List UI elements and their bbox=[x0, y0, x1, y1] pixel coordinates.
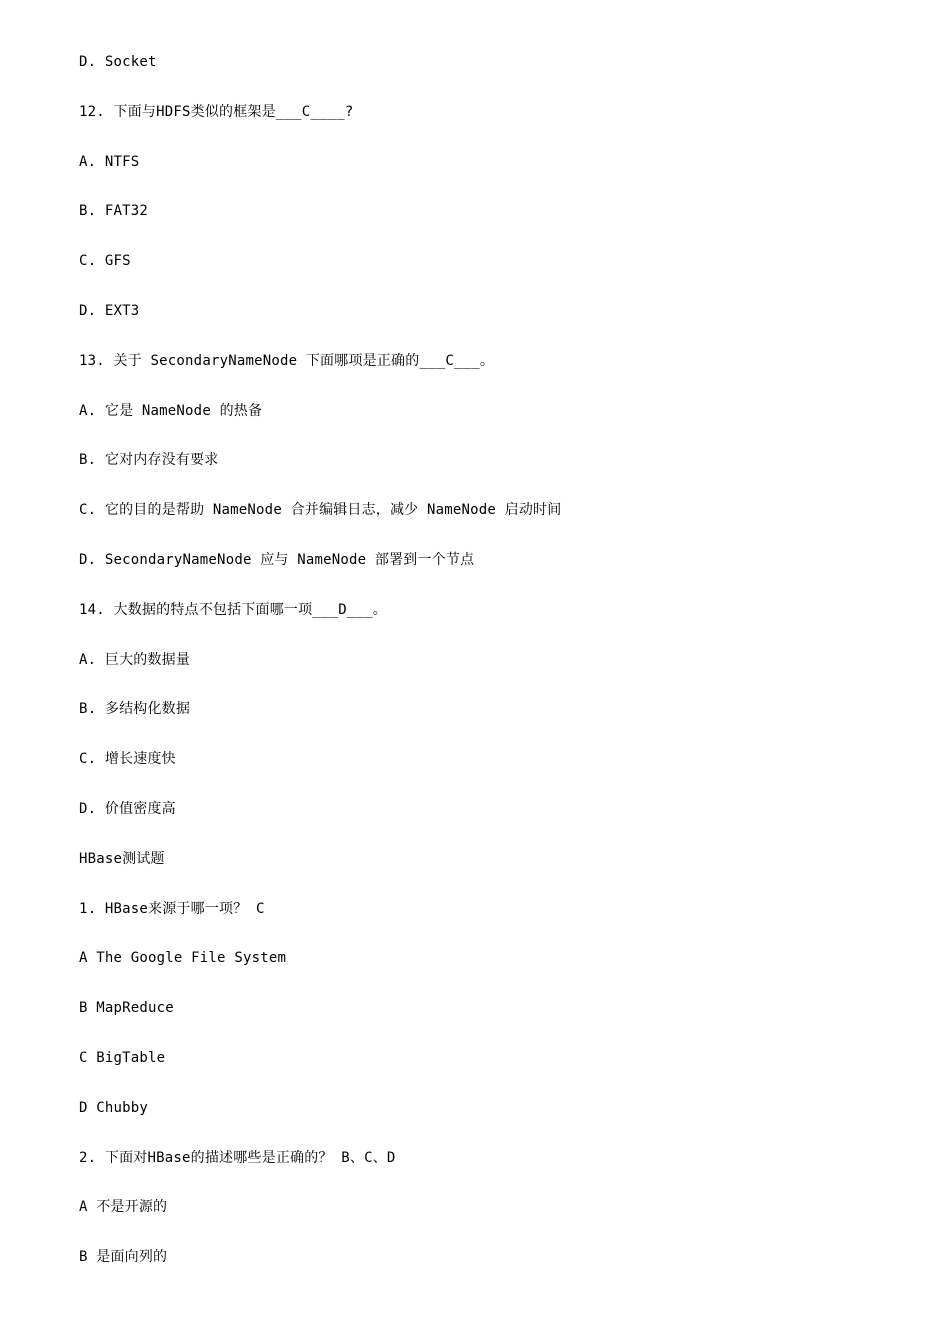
option-12-prev-d: D. Socket bbox=[79, 54, 157, 70]
option-14-d: D. 价值密度高 bbox=[79, 800, 176, 817]
section-heading-hbase: HBase测试题 bbox=[79, 850, 165, 867]
question-13: 13. 关于 SecondaryNameNode 下面哪项是正确的___C___。 bbox=[79, 352, 495, 369]
hbase-option-2-b: B 是面向列的 bbox=[79, 1249, 168, 1266]
hbase-question-1: 1. HBase来源于哪一项？ C bbox=[79, 900, 265, 917]
hbase-option-1-b: B MapReduce bbox=[79, 1000, 174, 1017]
hbase-option-2-a: A 不是开源的 bbox=[79, 1199, 168, 1216]
option-12-c: C. GFS bbox=[79, 253, 131, 270]
option-13-a: A. 它是 NameNode 的热备 bbox=[79, 402, 263, 419]
option-14-c: C. 增长速度快 bbox=[79, 751, 176, 768]
option-14-a: A. 巨大的数据量 bbox=[79, 651, 191, 668]
option-12-d: D. EXT3 bbox=[79, 302, 140, 319]
option-12-a: A. NTFS bbox=[79, 153, 140, 170]
hbase-question-2: 2. 下面对HBase的描述哪些是正确的？ B、C、D bbox=[79, 1149, 396, 1166]
document-page bbox=[79, 50, 910, 1295]
option-13-c: C. 它的目的是帮助 NameNode 合并编辑日志，减少 NameNode 启动时间 bbox=[79, 502, 562, 519]
hbase-option-1-c: C BigTable bbox=[79, 1049, 166, 1066]
option-13-b: B. 它对内存没有要求 bbox=[79, 452, 219, 469]
question-14: 14. 大数据的特点不包括下面哪一项___D___。 bbox=[79, 601, 387, 618]
option-13-d: D. SecondaryNameNode 应与 NameNode 部署到一个节点 bbox=[79, 551, 475, 568]
hbase-option-1-d: D Chubby bbox=[79, 1099, 149, 1116]
option-14-b: B. 多结构化数据 bbox=[79, 701, 191, 718]
hbase-option-1-a: A The Google File System bbox=[79, 950, 287, 967]
option-12-b: B. FAT32 bbox=[79, 203, 149, 220]
question-12: 12. 下面与HDFS类似的框架是___C____? bbox=[79, 103, 354, 120]
